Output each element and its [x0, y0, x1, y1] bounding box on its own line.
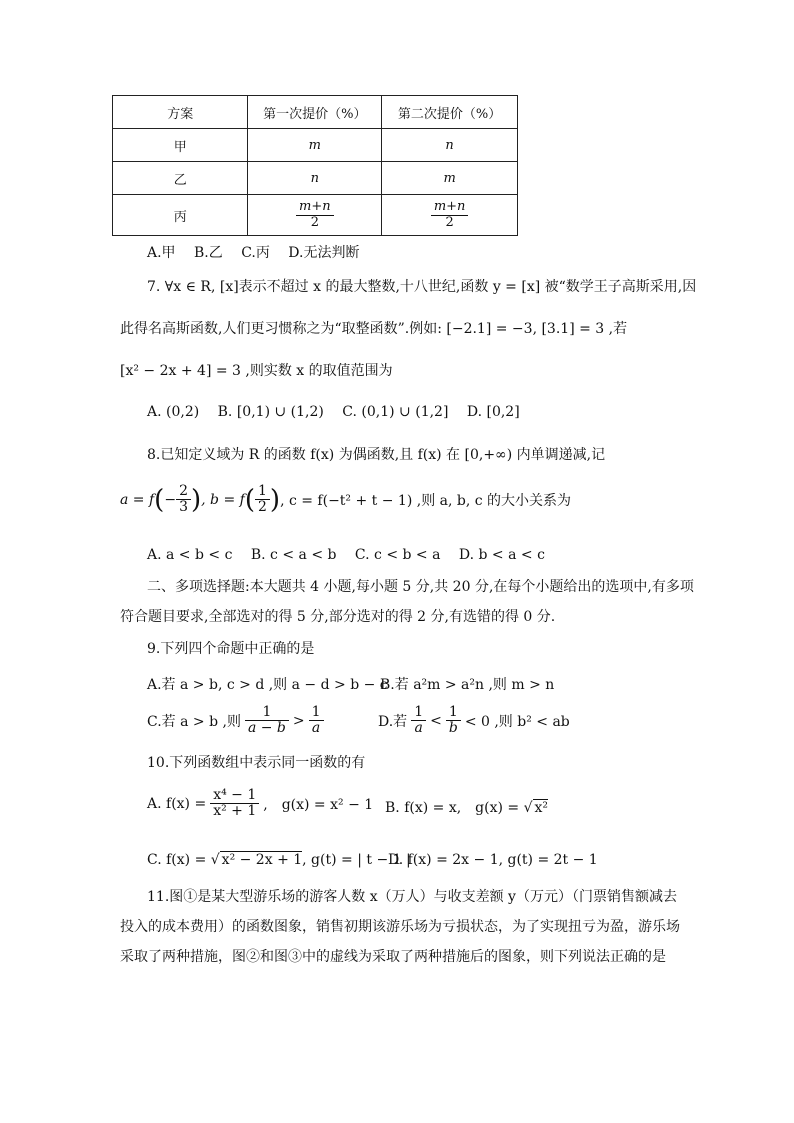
q10-option-c: C. f(x) = √ x² − 2x + 1, g(t) = | t − 1 | [147, 852, 411, 868]
q8-options: A. a < b < c B. c < a < b C. c < b < a D. b < a < c [147, 547, 545, 563]
q11-line1: 11.图①是某大型游乐场的游客人数 x（万人）与收支差额 y（万元）（门票销售额减去 [147, 889, 677, 905]
table-cell: 甲 [113, 129, 248, 162]
q10-option-d: D. f(x) = 2x − 1, g(t) = 2t − 1 [388, 852, 598, 868]
fraction-numerator: x⁴ − 1 [210, 788, 259, 804]
q9-option-b: B.若 a²m > a²n ,则 m > n [380, 677, 555, 693]
q9-d-suffix: < 0 ,则 b² < ab [464, 713, 570, 730]
table-row [113, 195, 518, 236]
table-cell: m [248, 129, 382, 162]
q8-line1: 8.已知定义域为 R 的函数 f(x) 为偶函数,且 f(x) 在 [0,+∞) 内单调递减,记 [147, 447, 606, 463]
fraction-numerator: 1 [411, 705, 426, 721]
q10-option-b: B. f(x) = x, g(x) = √ x² [385, 800, 549, 816]
q8-a-def: a = f [120, 491, 155, 508]
q8-b-def: , b = f [201, 491, 245, 508]
q9-d-operator: < [430, 712, 442, 729]
q8-c-def: , c = f(−t² + t − 1) ,则 a, b, c 的大小关系为 [280, 492, 572, 509]
table-cell: n [248, 162, 382, 195]
fraction-numerator: 1 [309, 705, 324, 721]
table-cell-fraction [382, 195, 518, 236]
q9-c-prefix: C.若 a > b ,则 [147, 713, 241, 730]
table-cell-fraction [248, 195, 382, 236]
q8-line2: a = f ( − $\frac{2}{3}$ ) , b = f ( $\frac{1}{2}$ ) , c = f(−t² + t − 1) ,则 a, b, c 的大小关系为 [120, 483, 572, 516]
price-increase-table [112, 95, 518, 236]
q10-a-prefix: A. f(x) = [147, 795, 207, 812]
radicand: x² − 2x + 1 [221, 852, 303, 868]
section2-line2: 符合题目要求,全部选对的得 5 分,部分选对的得 2 分,有选错的得 0 分. [120, 609, 556, 625]
q7-options: A. (0,2) B. [0,1) ∪ (1,2) C. (0,1) ∪ (1,2] D. [0,2] [147, 404, 520, 420]
fraction-denominator: b [448, 720, 458, 737]
fraction-denominator: 3 [179, 499, 188, 516]
q9-option-c [147, 705, 324, 737]
q9-option-d [378, 705, 570, 737]
q6-options: A.甲 B.乙 C.丙 D.无法判断 [147, 245, 360, 261]
fraction-denominator: x² + 1 [213, 803, 257, 820]
q10-c-prefix: C. f(x) = [147, 852, 207, 868]
q9-option-a: A.若 a > b, c > d ,则 a − d > b − c [147, 677, 388, 693]
q9-stem: 9.下列四个命题中正确的是 [147, 641, 315, 657]
fraction-numerator: m+n [296, 200, 334, 215]
table-cell: 丙 [113, 195, 248, 236]
q9-c-operator: > [292, 712, 305, 729]
q11-line3: 采取了两种措施，图②和图③中的虚线为采取了两种措施后的图象，则下列说法正确的是 [120, 949, 666, 965]
section2-line1: 二、多项选择题:本大题共 4 小题,每小题 5 分,共 20 分,在每个小题给出的选项中,有多项 [147, 579, 694, 595]
q7-line3: [x² − 2x + 4] = 3 ,则实数 x 的取值范围为 [120, 363, 393, 379]
q7-line1: 7. ∀x ∈ R, [x]表示不超过 x 的最大整数,十八世纪,函数 y = [x] 被“数学王子高斯采用,因 [147, 279, 697, 295]
table-cell: 乙 [113, 162, 248, 195]
radicand: x² [534, 800, 549, 816]
q10-b-prefix: B. f(x) = x, g(x) = [385, 800, 520, 816]
fraction-denominator: a [311, 720, 321, 737]
fraction-numerator: m+n [431, 200, 469, 215]
fraction-denominator: 2 [257, 499, 267, 516]
fraction-numerator: 1 [446, 705, 461, 721]
table-header-row [113, 96, 518, 129]
q9-d-prefix: D.若 [378, 713, 408, 730]
fraction-numerator: 1 [255, 484, 270, 500]
q11-line2: 投入的成本费用）的函数图象，销售初期该游乐场为亏损状态，为了实现扭亏为盈，游乐场 [120, 919, 680, 935]
table-cell: n [382, 129, 518, 162]
table-row [113, 162, 518, 195]
fraction-denominator: a [414, 720, 423, 737]
q10-c-suffix: , g(t) = | t − 1 | [302, 852, 411, 868]
table-cell: m [382, 162, 518, 195]
q7-line2: 此得名高斯函数,人们更习惯称之为“取整函数”.例如: [−2.1] = −3, [3.1] = 3 ,若 [120, 321, 628, 337]
fraction-denominator: 2 [310, 214, 319, 230]
table-row [113, 129, 518, 162]
fraction-numerator: 2 [176, 484, 191, 500]
fraction-numerator: 1 [245, 705, 289, 721]
fraction-denominator: a − b [247, 720, 286, 737]
q10-stem: 10.下列函数组中表示同一函数的有 [147, 755, 366, 771]
table-header-first-increase: 第一次提价（%） [248, 96, 382, 129]
table-header-plan: 方案 [113, 96, 248, 129]
fraction-denominator: 2 [445, 214, 454, 230]
q10-option-a [147, 788, 373, 820]
q10-a-suffix: , g(x) = x² − 1 [263, 796, 374, 813]
table-header-second-increase: 第二次提价（%） [382, 96, 518, 129]
